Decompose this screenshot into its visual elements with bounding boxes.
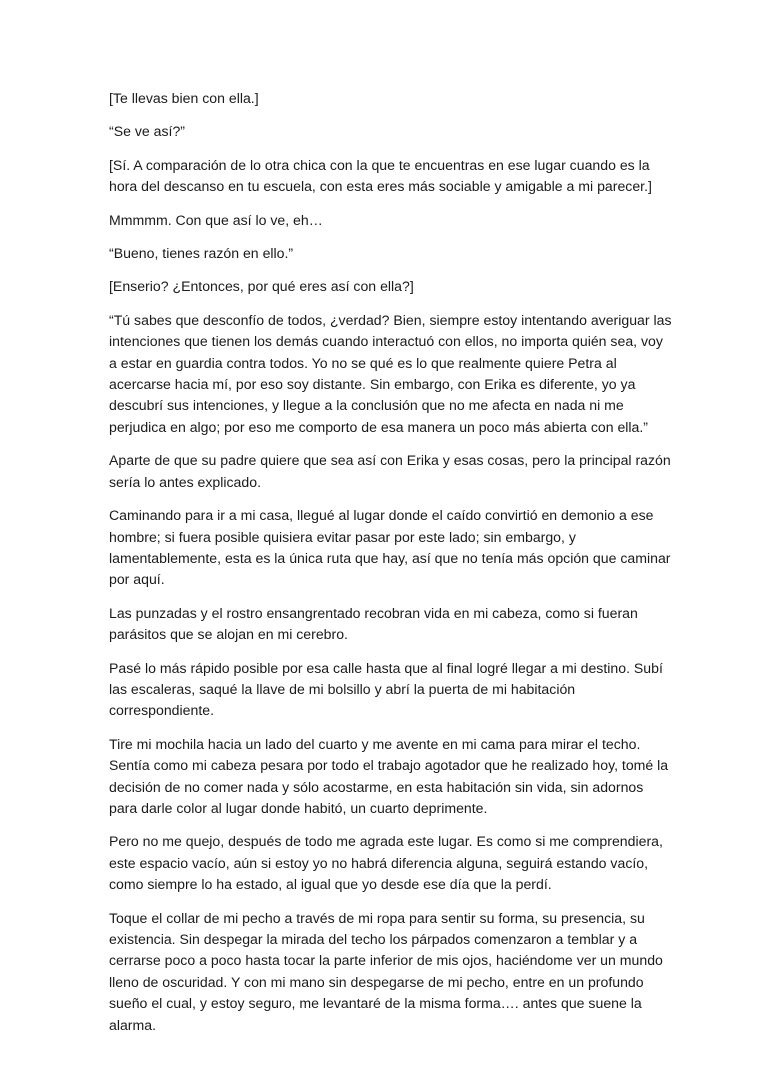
paragraph-11: Pasé lo más rápido posible por esa calle hasta que al final logré llegar a mi destino. Subí las escaleras, saqué la llave de mi bolsillo y abrí la puerta de mi habitación correspondiente. [109,659,663,719]
paragraph-14: Toque el collar de mi pecho a través de mi ropa para sentir su forma, su presencia, su existencia. Sin despegar la mirada del techo los párpados comenzaron a temblar y a cerrarse poco a poco hasta tocar la parte inferior de mis ojos, haciéndome ver un mundo lleno de oscuridad. Y con mi mano sin despegarse de mi pecho, entre en un profundo sueño el cual, y estoy seguro, me levantaré de la misma forma…. antes que suene la alarma. [109,909,663,1033]
paragraph-12: Tire mi mochila hacia un lado del cuarto y me avente en mi cama para mirar el techo. Sentía como mi cabeza pesara por todo el trabajo agotador que he realizado hoy, tomé la decisión de no comer nada y sólo acostarme, en esta habitación sin vida, sin adornos para darle color al lugar donde habitó, un cuarto deprimente. [109,735,669,816]
paragraph-4: Mmmmm. Con que así lo ve, eh… [109,211,323,228]
paragraph-8: Aparte de que su padre quiere que sea así con Erika y esas cosas, pero la principal razón sería lo antes explicado. [109,452,671,490]
paragraph-10: Las punzadas y el rostro ensangrentado recobran vida en mi cabeza, como si fueran parásitos que se alojan en mi cerebro. [109,604,638,643]
paragraph-3: [Sí. A comparación de lo otra chica con la que te encuentras en ese lugar cuando es la hora del descanso en tu escuela, con esta eres más sociable y amigable a mi parecer.] [109,156,652,195]
paragraph-5: “Bueno, tienes razón en ello.” [109,245,294,262]
paragraph-9: Caminando para ir a mi casa, llegué al lugar donde el caído convirtió en demonio a ese hombre; si fuera posible quisiera evitar pasar por este lado; sin embargo, y lamentablemente, esta es la única ruta que hay, así que no tenía más opción que caminar por aquí. [109,507,671,588]
paragraph-13: Pero no me quejo, después de todo me agrada este lugar. Es como si me comprendiera, este espacio vacío, aún si estoy yo no habrá diferencia alguna, seguirá estando vacío, como siempre lo ha estado, al igual que yo desde ese día que la perdí. [109,833,663,893]
paragraph-6: [Enserio? ¿Entonces, por qué eres así con ella?] [109,278,414,295]
paragraph-7: “Tú sabes que desconfío de todos, ¿verdad? Bien, siempre estoy intentando averiguar las intenciones que tienen los demás cuando interactuó con ellos, no importa quién sea, voy a estar en guardia contra todos. Yo no se qué es lo que realmente quiere Petra al acercarse hacia mí, por eso soy distante. Sin embargo, con Erika es diferente, yo ya descubrí sus intenciones, y llegue a la conclusión que no me afecta en nada ni me perjudica en algo; por eso me comporto de esa manera un poco más abierta con ella.” [109,311,672,435]
paragraph-2: “Se ve así?” [109,123,185,140]
paragraph-1: [Te llevas bien con ella.] [109,90,259,106]
